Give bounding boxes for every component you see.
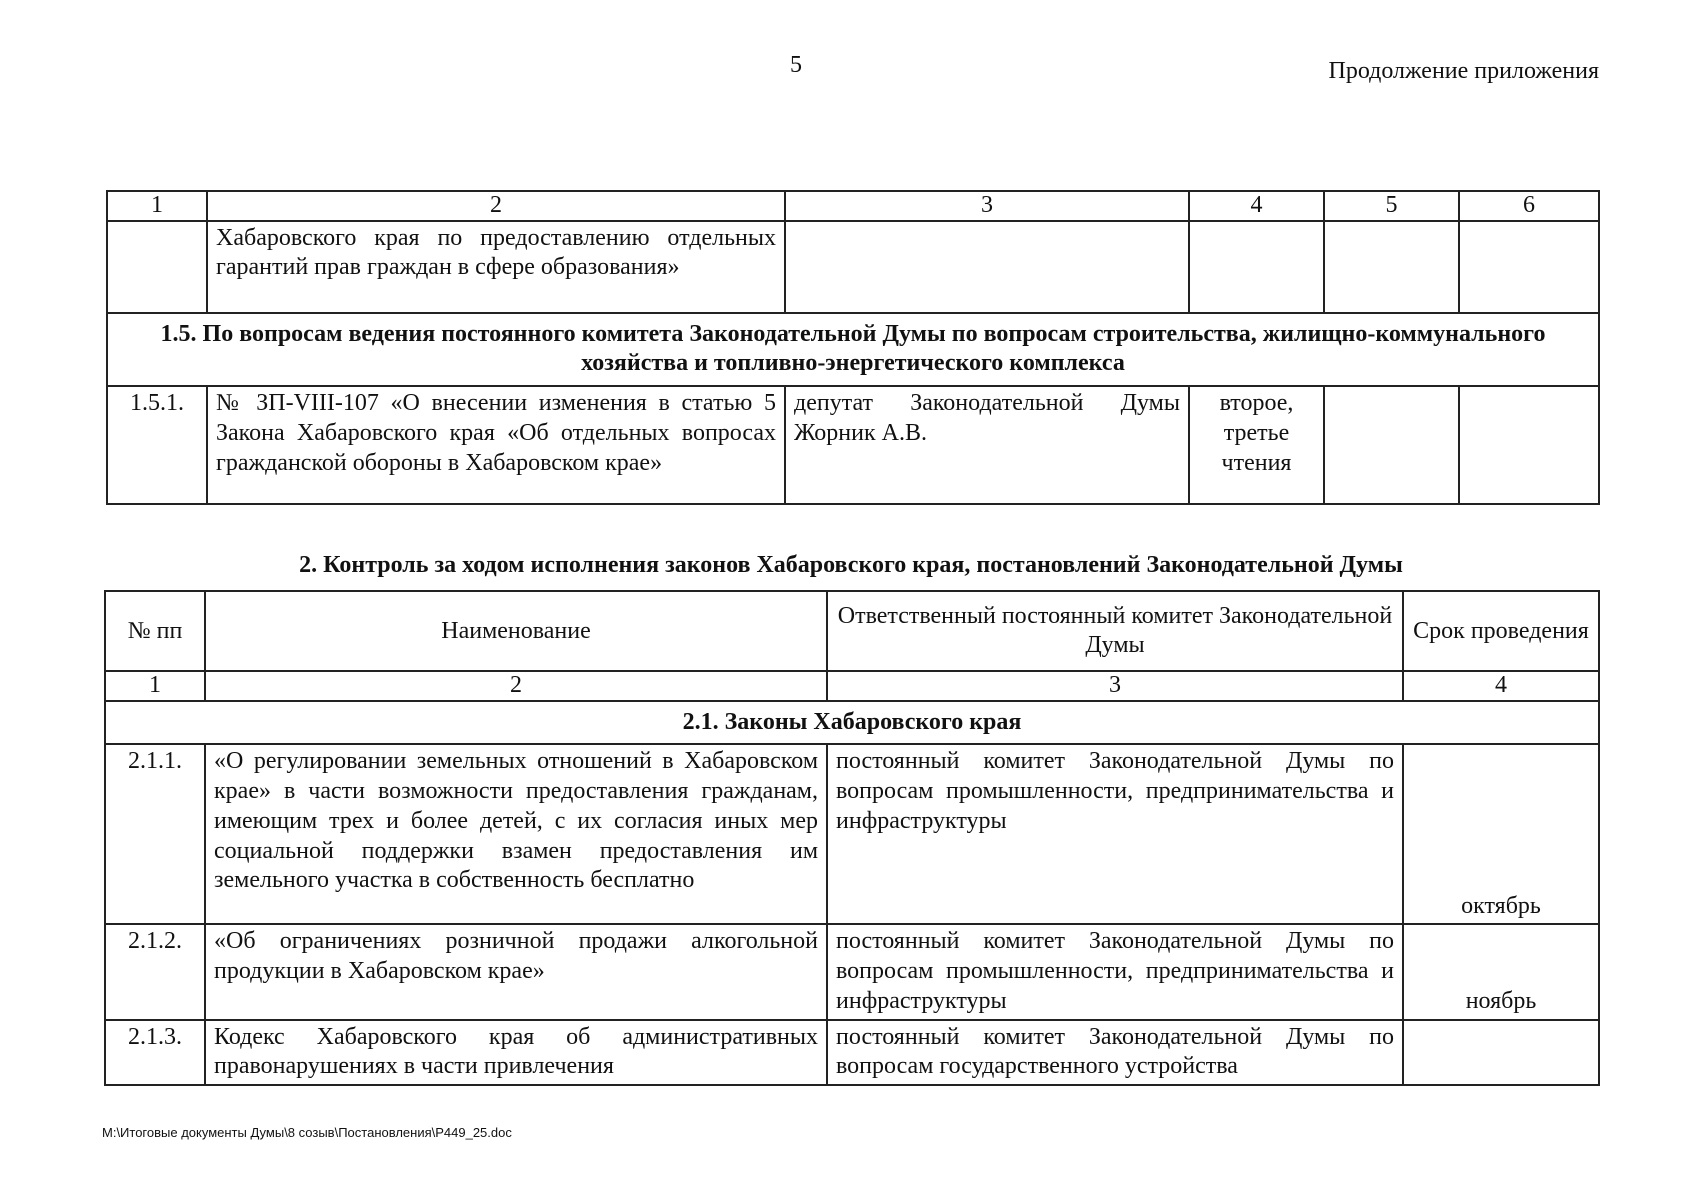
header-name: Наименование xyxy=(205,591,827,671)
row-responsible-cell xyxy=(785,221,1189,313)
header-row xyxy=(105,591,1599,671)
row-num-cell xyxy=(107,221,207,313)
column-number-row xyxy=(107,191,1599,221)
header-num: № пп xyxy=(105,591,205,671)
section-2-title: 2. Контроль за ходом исполнения законов Хабаровского края, постановлений Законодательной Думы xyxy=(299,552,1403,578)
section-row xyxy=(107,313,1599,387)
row-num-cell: 2.1.3. xyxy=(105,1020,205,1086)
col-number: 1 xyxy=(107,191,207,221)
column-number-row xyxy=(105,671,1599,701)
table-row xyxy=(105,1020,1599,1086)
continuation-label: Продолжение приложения xyxy=(1328,58,1599,84)
col-number: 2 xyxy=(205,671,827,701)
row-num-cell: 2.1.2. xyxy=(105,924,205,1019)
row-empty-cell xyxy=(1459,386,1599,504)
col-number: 3 xyxy=(827,671,1403,701)
col-number: 1 xyxy=(105,671,205,701)
row-empty-cell xyxy=(1459,221,1599,313)
row-empty-cell xyxy=(1324,386,1459,504)
row-term-cell: ноябрь xyxy=(1403,924,1599,1019)
section-heading-2-1: 2.1. Законы Хабаровского края xyxy=(105,701,1599,745)
row-responsible-cell: постоянный комитет Законодательной Думы по вопросам государственного устройства xyxy=(827,1020,1403,1086)
col-number: 5 xyxy=(1324,191,1459,221)
row-empty-cell xyxy=(1324,221,1459,313)
row-term-cell xyxy=(1403,1020,1599,1086)
row-term-cell: октябрь xyxy=(1403,744,1599,924)
col-number: 2 xyxy=(207,191,785,221)
row-reading-cell: второе, третье чтения xyxy=(1189,386,1324,504)
section-row xyxy=(105,701,1599,745)
table-row xyxy=(107,221,1599,313)
plan-table-part1 xyxy=(106,190,1600,505)
row-num-cell: 1.5.1. xyxy=(107,386,207,504)
page-number: 5 xyxy=(790,52,802,78)
col-number: 3 xyxy=(785,191,1189,221)
row-name-cell: Кодекс Хабаровского края об административных правонарушениях в части привлечения xyxy=(205,1020,827,1086)
row-name-cell: «Об ограничениях розничной продажи алкогольной продукции в Хабаровском крае» xyxy=(205,924,827,1019)
header-responsible: Ответственный постоянный комитет Законодательной Думы xyxy=(827,591,1403,671)
col-number: 4 xyxy=(1403,671,1599,701)
row-responsible-cell: депутат Законодательной Думы Жорник А.В. xyxy=(785,386,1189,504)
header-term: Срок проведения xyxy=(1403,591,1599,671)
table-row xyxy=(107,386,1599,504)
row-responsible-cell: постоянный комитет Законодательной Думы по вопросам промышленности, предпринимательства и инфраструктуры xyxy=(827,924,1403,1019)
row-name-cell: Хабаровского края по предоставлению отдельных гарантий прав граждан в сфере образования» xyxy=(207,221,785,313)
row-responsible-cell: постоянный комитет Законодательной Думы по вопросам промышленности, предпринимательства и инфраструктуры xyxy=(827,744,1403,924)
col-number: 4 xyxy=(1189,191,1324,221)
row-name-cell: «О регулировании земельных отношений в Хабаровском крае» в части возможности предоставления гражданам, имеющим трех и более детей, с их согласия иных мер социальной поддержки взамен предоставления им земельного участка в собственность бесплатно xyxy=(205,744,827,924)
row-num-cell: 2.1.1. xyxy=(105,744,205,924)
section-heading-1-5: 1.5. По вопросам ведения постоянного комитета Законодательной Думы по вопросам строительства, жилищно-коммунального хозяйства и топливно-энергетического комплекса xyxy=(107,313,1599,387)
row-name-cell: № ЗП-VIII-107 «О внесении изменения в статью 5 Закона Хабаровского края «Об отдельных вопросах гражданской обороны в Хабаровском крае» xyxy=(207,386,785,504)
col-number: 6 xyxy=(1459,191,1599,221)
control-table xyxy=(104,590,1600,1086)
table-row xyxy=(105,924,1599,1019)
table-row xyxy=(105,744,1599,924)
row-reading-cell xyxy=(1189,221,1324,313)
file-path-footer: M:\Итоговые документы Думы\8 созыв\Постановления\P449_25.doc xyxy=(102,1125,512,1140)
